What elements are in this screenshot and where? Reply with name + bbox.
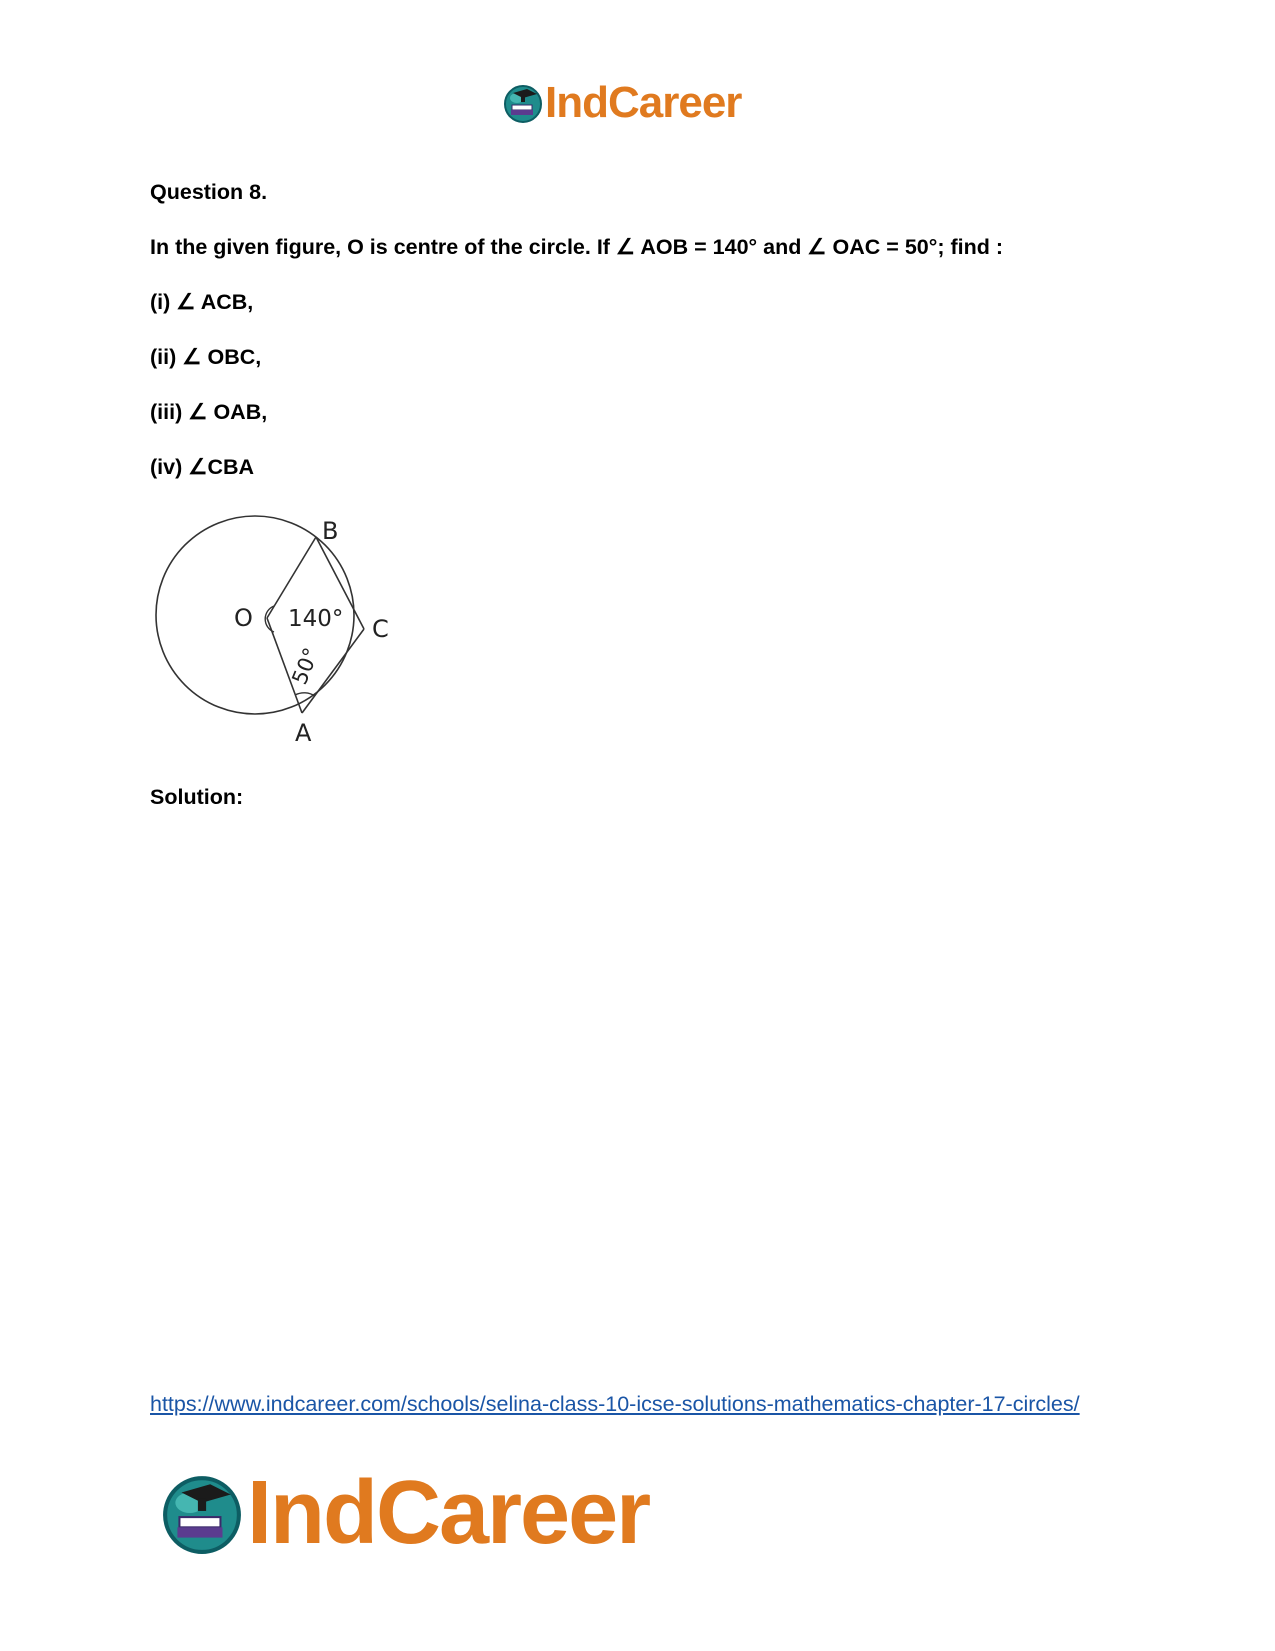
question-text: In the given figure, O is centre of the circle. If ∠ AOB = 140° and ∠ OAC = 50°; find : xyxy=(150,235,1004,259)
logo-wordmark: IndCareer xyxy=(545,78,742,127)
footer-logo xyxy=(161,1462,650,1563)
circle-figure xyxy=(150,515,400,745)
label-b: B xyxy=(322,517,339,545)
question-part-i: (i) ∠ ACB, xyxy=(150,290,254,314)
globe-book-icon xyxy=(161,1472,243,1554)
globe-book-icon xyxy=(503,83,543,123)
header-logo xyxy=(503,78,741,128)
angle-aob-label: 140° xyxy=(288,606,344,632)
question-part-ii: (ii) ∠ OBC, xyxy=(150,345,262,369)
solution-label: Solution: xyxy=(150,785,244,809)
label-a: A xyxy=(295,719,312,745)
question-part-iv: (iv) ∠CBA xyxy=(150,455,255,479)
logo-wordmark: IndCareer xyxy=(247,1462,650,1563)
angle-oac-label: 50° xyxy=(287,644,324,688)
question-heading: Question 8. xyxy=(150,180,268,204)
question-part-iii: (iii) ∠ OAB, xyxy=(150,400,268,424)
label-c: C xyxy=(372,615,389,643)
source-link[interactable]: https://www.indcareer.com/schools/selina-class-10-icse-solutions-mathematics-chapter-17-circles/ xyxy=(150,1392,1080,1416)
label-o: O xyxy=(234,604,253,632)
